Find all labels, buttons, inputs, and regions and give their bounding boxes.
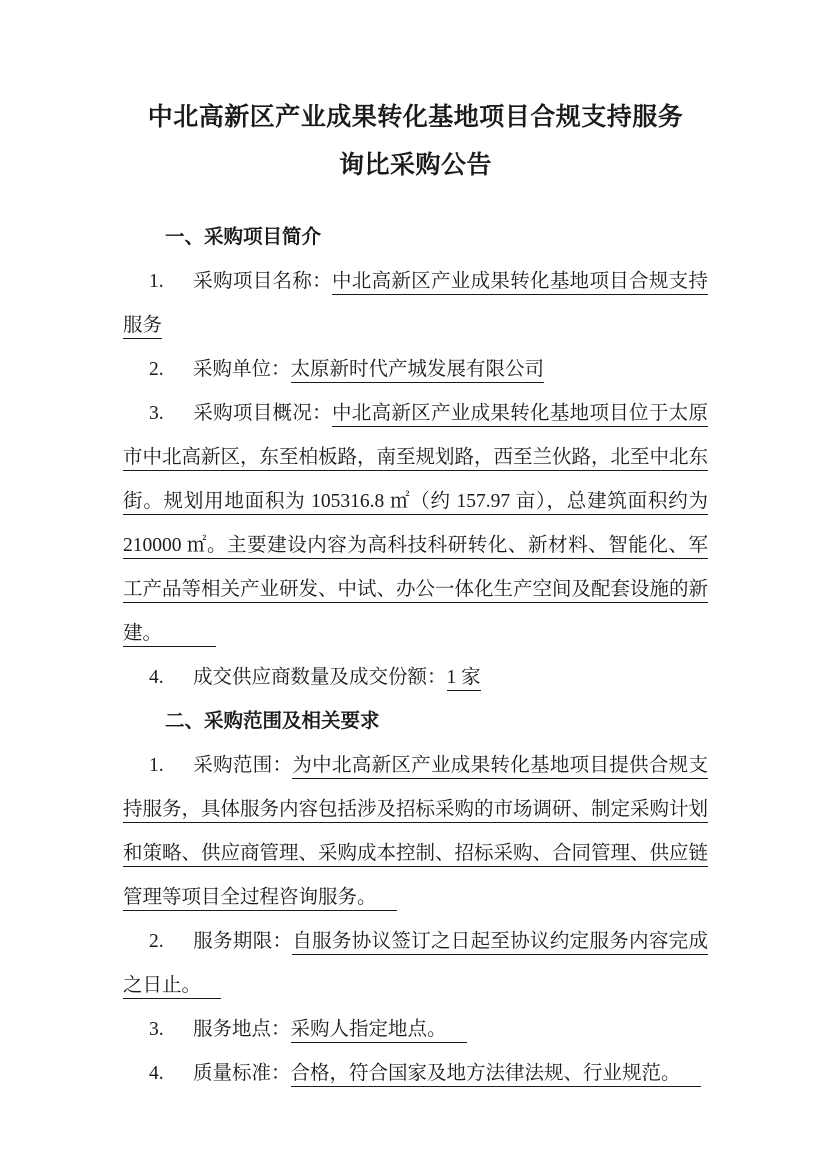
doc-title-line-1: 中北高新区产业成果转化基地项目合规支持服务 [147,104,684,131]
item-value: 中北高新区产业成果转化基地项目位于太原市中北高新区，东至柏板路，南至规划路，西至兰伙路，北至中北东街。规划用地面积为 105316.8 ㎡（约 157.97 亩），总建筑面积约为 210000 ㎡。主要建设内容为高科技科研转化、新材料、智能化、军工产品等相关产业研发、中试、办公一体化生产空间及配套设施的新建。 [123,403,708,647]
section-2-item-1 [123,744,708,920]
item-number: 3. [149,1019,164,1040]
item-label: 成交供应商数量及成交份额： [193,667,447,688]
section-heading-1: 一、采购项目简介 [165,227,322,248]
section-1-item-3 [123,392,708,656]
item-label: 服务期限： [193,931,293,952]
section-1-item-2 [123,348,708,392]
item-value: 1 家 [447,667,481,691]
item-number: 3. [149,403,164,424]
document-body [123,216,708,1096]
item-label: 采购单位： [193,359,291,380]
section-1-item-4 [123,656,708,700]
item-number: 1. [149,755,164,776]
item-value: 太原新时代产城发展有限公司 [291,359,545,383]
item-number: 4. [149,1063,164,1084]
document-title [123,94,708,190]
item-label: 服务地点： [193,1019,291,1040]
item-number: 2. [149,359,164,380]
item-number: 2. [149,931,164,952]
item-number: 4. [149,667,164,688]
item-label: 采购项目概况： [193,403,332,424]
section-2-item-2 [123,920,708,1008]
item-value: 自服务协议签订之日起至协议约定服务内容完成之日止。 [123,931,708,999]
item-value: 采购人指定地点。 [291,1019,467,1043]
section-2-item-3 [123,1008,708,1052]
item-number: 1. [149,271,164,292]
item-value: 为中北高新区产业成果转化基地项目提供合规支持服务，具体服务内容包括涉及招标采购的市场调研、制定采购计划和策略、供应商管理、采购成本控制、招标采购、合同管理、供应链管理等项目全过程咨询服务。 [123,755,708,911]
item-label: 质量标准： [193,1063,291,1084]
item-label: 采购范围： [193,755,293,776]
item-label: 采购项目名称： [193,271,332,292]
section-heading-2: 二、采购范围及相关要求 [165,711,380,732]
doc-title-line-2: 询比采购公告 [338,152,492,179]
section-1-item-1 [123,260,708,348]
section-2-item-4 [123,1052,708,1096]
item-value: 中北高新区产业成果转化基地项目合规支持服务 [123,271,708,339]
item-value: 合格，符合国家及地方法律法规、行业规范。 [291,1063,701,1087]
